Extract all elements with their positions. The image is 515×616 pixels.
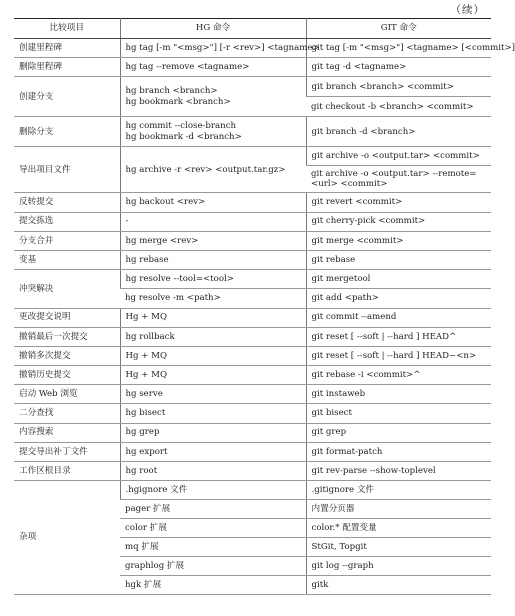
item-cell: 删除分支 xyxy=(14,117,120,147)
item-cell: 导出项目文件 xyxy=(14,147,120,193)
git-cell: git merge <commit> xyxy=(306,231,491,250)
table-row xyxy=(14,462,491,481)
git-cell: git tag -d <tagname> xyxy=(306,58,491,77)
item-cell: 更改提交说明 xyxy=(14,308,120,327)
item-cell: 冲突解决 xyxy=(14,270,120,308)
hg-cell: Hg + MQ xyxy=(120,366,306,385)
git-cell: git grep xyxy=(306,423,491,442)
hg-cell: hg grep xyxy=(120,423,306,442)
item-cell: 创建分支 xyxy=(14,77,120,117)
item-cell: 内容搜索 xyxy=(14,423,120,442)
hg-cell: hg resolve --tool=<tool> xyxy=(120,270,306,289)
hg-cell: hg serve xyxy=(120,385,306,404)
hg-cell: Hg + MQ xyxy=(120,346,306,365)
table-row xyxy=(14,231,491,250)
item-cell: 删除里程碑 xyxy=(14,58,120,77)
git-cell: git rev-parse --show-toplevel xyxy=(306,462,491,481)
item-cell: 创建里程碑 xyxy=(14,39,120,58)
item-cell: 杂项 xyxy=(14,481,120,595)
hg-cell: hg tag --remove <tagname> xyxy=(120,58,306,77)
table-row xyxy=(14,327,491,346)
table-header-row xyxy=(14,19,491,39)
table-row xyxy=(14,58,491,77)
item-cell: 撤销历史提交 xyxy=(14,366,120,385)
table-row xyxy=(14,423,491,442)
table-row xyxy=(14,385,491,404)
hg-cell: mq 扩展 xyxy=(120,538,306,557)
item-cell: 变基 xyxy=(14,250,120,269)
git-cell: 内置分页器 xyxy=(306,500,491,519)
table-row xyxy=(14,147,491,166)
git-cell: git mergetool xyxy=(306,270,491,289)
header-hg: HG 命令 xyxy=(120,19,306,39)
table-row xyxy=(14,346,491,365)
git-cell: git commit --amend xyxy=(306,308,491,327)
git-cell: git rebase xyxy=(306,250,491,269)
table-row xyxy=(14,308,491,327)
hg-cell: graphlog 扩展 xyxy=(120,557,306,576)
hg-line: hg bookmark <branch> xyxy=(125,96,231,107)
hg-cell: Hg + MQ xyxy=(120,308,306,327)
git-cell: git add <path> xyxy=(306,289,491,308)
hg-cell: hg backout <rev> xyxy=(120,193,306,212)
git-cell: git instaweb xyxy=(306,385,491,404)
hg-cell: hg resolve -m <path> xyxy=(120,289,306,308)
git-cell: git reset [ --soft | --hard ] HEAD^ xyxy=(306,327,491,346)
table-row xyxy=(14,442,491,461)
hg-line: hg branch <branch> xyxy=(125,86,218,97)
hg-cell: hg rollback xyxy=(120,327,306,346)
git-cell: git branch <branch> <commit> xyxy=(306,77,491,97)
table-row xyxy=(14,366,491,385)
git-cell: git bisect xyxy=(306,404,491,423)
hg-cell: .hgignore 文件 xyxy=(120,481,306,500)
item-cell: 提交拣选 xyxy=(14,212,120,231)
git-cell: git cherry-pick <commit> xyxy=(306,212,491,231)
git-cell: git archive -o <output.tar> --remote=<url> <commit> xyxy=(306,166,491,193)
hg-cell: hgk 扩展 xyxy=(120,576,306,595)
table-row xyxy=(14,77,491,97)
hg-cell: hg archive -r <rev> <output.tar.gz> xyxy=(120,147,306,193)
item-cell: 工作区根目录 xyxy=(14,462,120,481)
hg-line: hg commit --close-branch xyxy=(125,121,237,132)
hg-cell: hg tag [-m "<msg>"] [-r <rev>] <tagname> xyxy=(120,39,306,58)
git-cell: color.* 配置变量 xyxy=(306,519,491,538)
git-cell: git log --graph xyxy=(306,557,491,576)
item-cell: 分支合并 xyxy=(14,231,120,250)
git-cell: git reset [ --soft | --hard ] HEAD~<n> xyxy=(306,346,491,365)
git-cell: .gitignore 文件 xyxy=(306,481,491,500)
header-item: 比较项目 xyxy=(14,19,120,39)
git-cell: git rebase -i <commit>^ xyxy=(306,366,491,385)
item-cell: 二分查找 xyxy=(14,404,120,423)
git-cell: gitk xyxy=(306,576,491,595)
hg-cell: hg export xyxy=(120,442,306,461)
table-row xyxy=(14,404,491,423)
table-row xyxy=(14,270,491,289)
git-cell: git checkout -b <branch> <commit> xyxy=(306,97,491,117)
table-row xyxy=(14,117,491,147)
item-cell: 提交导出补丁文件 xyxy=(14,442,120,461)
table-row xyxy=(14,481,491,500)
item-cell: 撤销多次提交 xyxy=(14,346,120,365)
table-row xyxy=(14,39,491,58)
table-row xyxy=(14,250,491,269)
git-cell: git revert <commit> xyxy=(306,193,491,212)
hg-cell: color 扩展 xyxy=(120,519,306,538)
hg-cell xyxy=(120,117,306,147)
hg-cell: hg root xyxy=(120,462,306,481)
git-cell: git archive -o <output.tar> <commit> xyxy=(306,147,491,166)
hg-cell: - xyxy=(120,212,306,231)
item-cell: 启动 Web 浏览 xyxy=(14,385,120,404)
git-cell: git tag [-m "<msg>"] <tagname> [<commit>] xyxy=(306,39,491,58)
git-cell: git branch -d <branch> xyxy=(306,117,491,147)
item-cell: 撤销最后一次提交 xyxy=(14,327,120,346)
table-row xyxy=(14,193,491,212)
git-cell: git format-patch xyxy=(306,442,491,461)
hg-cell: hg merge <rev> xyxy=(120,231,306,250)
hg-cell: pager 扩展 xyxy=(120,500,306,519)
hg-git-command-table xyxy=(14,18,515,595)
continued-label: （续） xyxy=(450,4,485,16)
hg-line: hg bookmark -d <branch> xyxy=(125,131,242,142)
item-cell: 反转提交 xyxy=(14,193,120,212)
header-git: GIT 命令 xyxy=(306,19,491,39)
hg-cell xyxy=(120,77,306,117)
git-cell: StGit, Topgit xyxy=(306,538,491,557)
hg-cell: hg rebase xyxy=(120,250,306,269)
hg-cell: hg bisect xyxy=(120,404,306,423)
table-row xyxy=(14,212,491,231)
